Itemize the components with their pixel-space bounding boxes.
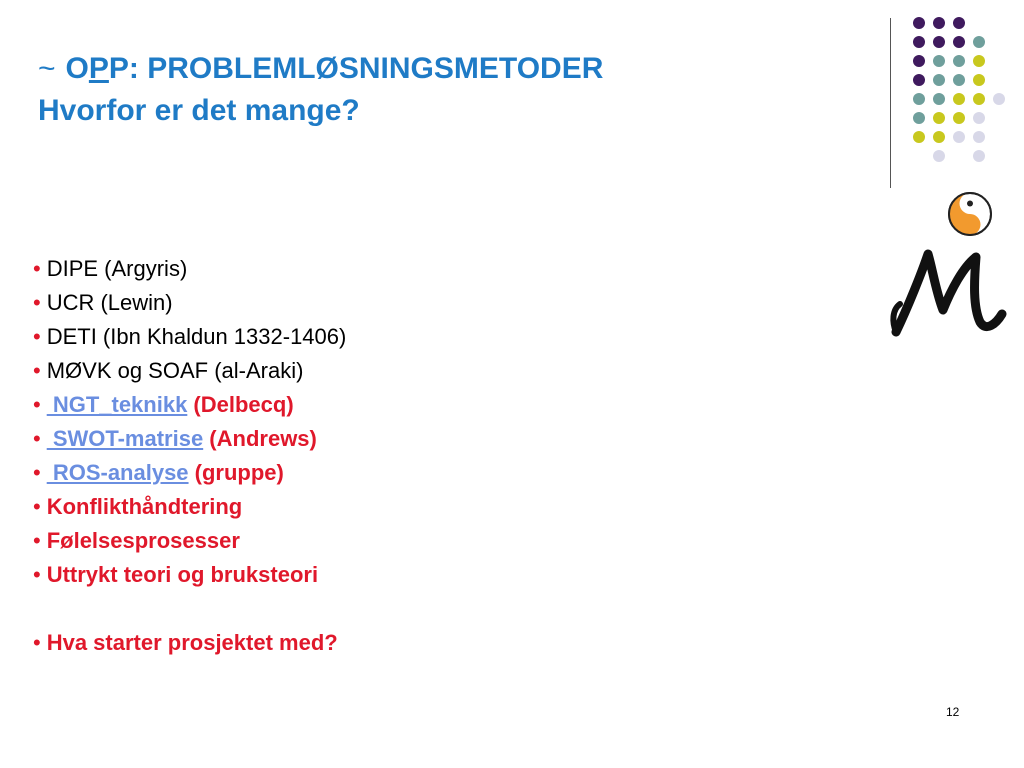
logo (888, 192, 1008, 347)
decor-dot (953, 93, 965, 105)
decor-dot (973, 93, 985, 105)
bullet-mark: • (33, 358, 41, 383)
list-item (33, 388, 346, 422)
decor-dot (973, 36, 985, 48)
list-item-text: (gruppe) (188, 460, 284, 485)
decor-dot (973, 150, 985, 162)
decor-dot (973, 131, 985, 143)
bullet-mark: • (33, 528, 41, 553)
list-item-text: UCR (Lewin) (46, 290, 173, 315)
bullet-mark: • (33, 494, 41, 519)
list-item (33, 524, 346, 558)
decor-dot (953, 17, 965, 29)
decor-dot (913, 17, 925, 29)
title-underlined-letter: P (88, 52, 109, 85)
bullet-mark: • (33, 290, 41, 315)
yin-yang-icon (949, 193, 991, 235)
slide-title (38, 48, 603, 132)
bullet-mark: • (33, 630, 41, 655)
decor-dot (973, 74, 985, 86)
decor-dot (953, 36, 965, 48)
list-item-text: MØVK og SOAF (al-Araki) (46, 358, 304, 383)
decor-dot (973, 55, 985, 67)
decor-dot (933, 36, 945, 48)
bullet-mark: • (33, 426, 41, 451)
decor-dot (913, 36, 925, 48)
list-item-text: Uttrykt teori og bruksteori (46, 562, 319, 587)
list-item (33, 286, 346, 320)
list-item-text: DIPE (Argyris) (46, 256, 188, 281)
list-item-text: (Andrews) (203, 426, 317, 451)
list-item (33, 354, 346, 388)
title-line-1 (38, 48, 603, 90)
decor-dot (933, 55, 945, 67)
decor-dot (953, 131, 965, 143)
decor-dot (953, 55, 965, 67)
bullet-mark: • (33, 324, 41, 349)
decor-dot (913, 74, 925, 86)
decor-dot (933, 93, 945, 105)
bullet-mark: • (33, 460, 41, 485)
decor-dot (993, 93, 1005, 105)
bullet-list (33, 252, 346, 660)
decor-dot (973, 112, 985, 124)
decor-dot (913, 93, 925, 105)
list-item-text: Hva starter prosjektet med? (46, 630, 338, 655)
list-item (33, 320, 346, 354)
list-item-text: Konflikthåndtering (46, 494, 243, 519)
list-item (33, 422, 346, 456)
decor-dot (933, 150, 945, 162)
list-item (33, 626, 346, 660)
title-tilde: ~ (38, 52, 56, 85)
list-item-text: (Delbecq) (187, 392, 294, 417)
list-item-text: Følelsesprosesser (46, 528, 240, 553)
m-logo-icon (888, 192, 1008, 342)
decor-dot (933, 131, 945, 143)
decor-dot (933, 112, 945, 124)
list-item (33, 490, 346, 524)
decor-dot (913, 112, 925, 124)
title-part-b: P: PROBLEMLØSNINGSMETODER (108, 52, 604, 85)
list-item (33, 456, 346, 490)
decorative-dot-grid (890, 10, 1020, 170)
page-number: 12 (946, 705, 960, 719)
bullet-mark: • (33, 562, 41, 587)
bullet-mark: • (33, 256, 41, 281)
list-item (33, 558, 346, 592)
ngt-link[interactable]: NGT_teknikk (46, 392, 188, 417)
swot-link[interactable]: SWOT-matrise (46, 426, 204, 451)
decor-dot (953, 74, 965, 86)
decor-dot (933, 74, 945, 86)
list-item (33, 252, 346, 286)
decor-dot (933, 17, 945, 29)
decor-dot (913, 131, 925, 143)
list-item-text: DETI (Ibn Khaldun 1332-1406) (46, 324, 347, 349)
title-part-a: O (65, 52, 89, 85)
bullet-mark: • (33, 392, 41, 417)
decor-dot (913, 55, 925, 67)
ros-link[interactable]: ROS-analyse (46, 460, 189, 485)
decor-dot (953, 112, 965, 124)
title-line-2: Hvorfor er det mange? (38, 94, 360, 127)
